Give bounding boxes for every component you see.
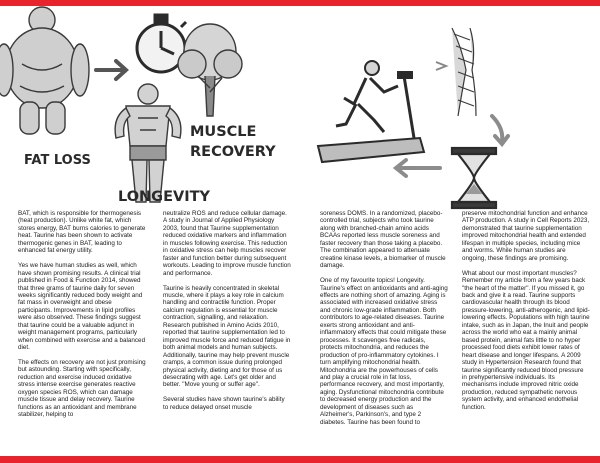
paragraph: BAT, which is responsible for thermogenesis (heat production). Unlike white fat, which stores energy, BAT burns calories to generate heat. Taurine has been shown to activate thermogenic genes in BAT, leading to enhanced fat energy utility. xyxy=(18,210,146,255)
paragraph: Several studies have shown taurine's ability to reduce delayed onset muscle xyxy=(163,396,285,411)
paragraph: soreness DOMS. In a randomized, placebo-controlled trial, subjects who took taurine along with branched-chain amino acids BCAAs reported less muscle soreness and faster recovery than those taking a placebo. The combination appeared to attenuate creatine kinase levels, a biomarker of muscle damage. xyxy=(320,210,446,270)
arrow-icon xyxy=(96,61,126,79)
paragraph: One of my favourite topics! Longevity. Taurine's effect on antioxidants and anti-aging effects are nothing short of amazing. Aging is associated with increased oxidative stress and chronic low-grade inflammation. Both contributors to age-related diseases. Taurine exerts strong antioxidant and anti-inflammatory effects that could mitigate these processes. It scavenges free radicals, protects mitochondria, and reduces the production of pro-inflammatory cytokines. I turn amplifying mitochondrial health. Mitochondria are the powerhouses of cells and play a crucial role in fat loss, performance recovery, and most importantly, aging. Dysfunctional mitochondria contribute to decreased energy production and the development of diseases such as Alzheimer's, Parkinson's, and type 2 diabetes. Taurine has been found to xyxy=(320,277,448,426)
paragraph: The effects on recovery are not just promising but astounding. Starting with specifically, reduction and exercise induced oxidative stress intense exercise generates reactive oxygen species ROS, which can damage muscle tissue and delay recovery. Taurine functions as an antioxidant and membrane stabilizer, helping to xyxy=(18,359,146,419)
muscle-label: MUSCLE xyxy=(190,124,257,140)
fat-loss-label: FAT LOSS xyxy=(24,153,91,168)
article-body xyxy=(18,210,590,454)
tree-icon xyxy=(178,24,242,116)
article-column-2 xyxy=(163,210,291,454)
muscle-figure-icon xyxy=(115,84,181,202)
paragraph: Yes we have human studies as well, which have shown promising results. A clinical trial published in Food & Function 2014, showed that three grams of taurine daily for seven weeks significantly reduced body weight and fat mass in overweight and obese participants. Improvements in lipid profiles were also observed. These findings suggest that taurine could be a valuable adjunct in weight management programs, particularly when combined with exercise and a balanced diet. xyxy=(18,262,146,352)
bottom-accent-bar xyxy=(0,456,600,463)
article-column-4 xyxy=(462,210,590,454)
paragraph: preserve mitochondrial function and enhance ATP production. A study in Cell Reports 2023, demonstrated that taurine supplementation improved mitochondrial health and extended lifespan in multiple species, including mice and worms. While human studies are ongoing, these findings are promising. xyxy=(462,210,590,262)
fat-figure-icon xyxy=(0,7,89,134)
treadmill-icon xyxy=(318,61,424,162)
paragraph: What about our most important muscles? Remember my article from a few years back "the heart of the matter". If you missed it, go back and give it a read. Taurine supports cardiovascular health through its blood pressure-lowering, anti-atherogenic, and lipid-lowering effects. Populations with high taurine intake, such as in Japan, the Inuit and people across the world who eat a mainly animal based protein, animal fats little to no hyper processed food diets exhibit lower rates of heart disease and longer lifespans. A 2009 study in Hypertension Research found that taurine significantly reduced blood pressure in prehypertensive individuals. Its mechanisms include improved nitric oxide production, reduced sympathetic nervous system activity, and enhanced endothelial function. xyxy=(462,269,590,411)
hero-illustration xyxy=(0,6,600,210)
article-column-1 xyxy=(18,210,146,454)
rope-icon xyxy=(452,28,476,116)
recovery-label: RECOVERY xyxy=(190,144,276,160)
article-column-3 xyxy=(320,210,448,454)
paragraph: Taurine is heavily concentrated in skeletal muscle, where it plays a key role in calcium handling and contractile function. Proper calcium regulation is essential for muscle contraction, signalling, and relaxation. Research published in Amino Acids 2010, reported that taurine supplementation led to improved muscle force and reduced fatigue in both animal models and human subjects. Additionally, taurine may help prevent muscle cramps, a common issue during prolonged physical activity, dieting and for those of us desecrating with age. Let's get older and better. "Move young or suffer age". xyxy=(163,284,291,389)
paragraph: neutralize ROS and reduce cellular damage. A study in Journal of Applied Physiology 2003, found that Taurine supplementation reduced oxidative markers and inflammation in muscles following exercise. This reduction in oxidative stress can help muscles recover faster and function better during subsequent workouts. Leading to improve muscle function and performance. xyxy=(163,210,291,277)
longevity-label: LONGEVITY xyxy=(118,189,210,205)
hourglass-icon xyxy=(452,148,496,208)
